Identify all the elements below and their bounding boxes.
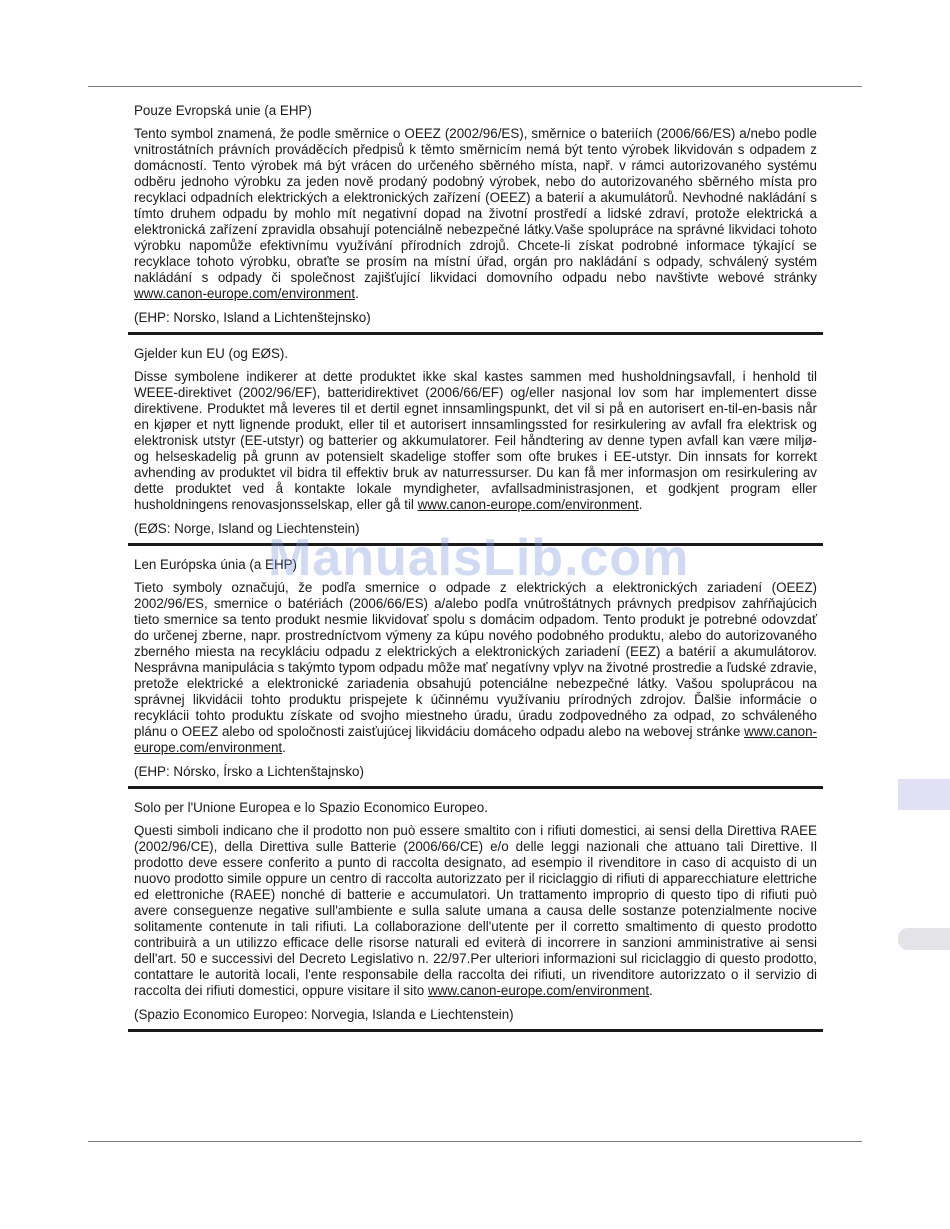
section-heading: Solo per l'Unione Europea e lo Spazio Economico Europeo. [134,800,488,815]
section-body [134,823,817,999]
section-body-end: . [649,983,653,998]
section-divider [128,332,823,335]
section-note: (Spazio Economico Europeo: Norvegia, Islanda e Liechtenstein) [134,1007,514,1022]
environment-link[interactable]: www.canon-europe.com/environment [427,983,650,998]
page-footer-rule [88,1141,862,1142]
section-body [134,580,817,756]
section-body-end: . [638,497,643,512]
section-norwegian [128,345,823,546]
environment-link[interactable]: www.canon-europe.com/environment [417,497,639,512]
section-body-text: Disse symbolene indikerer at dette produktet ikke skal kastes sammen med husholdningsavfall, i henhold til WEEE-direktivet (2002/96/EF), batteridirektivet (2006/66/EF) og/eller nasjonal lov som har implementert disse direktivene. Produktet må leveres til et dertil egnet innsamlingspunkt, det vil si på en autorisert en-til-en-basis når en kjøper et nytt lignende produkt, eller til et autorisert innsamlingssted for resirkulering av avfall fra elektrisk og elektronisk utstyr (EE-utstyr) og batterier og akkumulatorer. Feil håndtering av denne typen avfall kan være miljø- og helseskadelig på grunn av potensielt skadelige stoffer som ofte brukes i EE-utstyr. Din innsats for korrekt avhending av produktet vil bidra til effektiv bruk av naturressurser. Du kan få mer informasjon om resirkulering av dette produktet ved å kontakte lokale myndigheter, avfallsadministrasjonen, et godkjent program eller husholdningens renovasjonsselskap, eller gå til [134,369,817,512]
section-slovak [128,556,823,789]
section-italian [128,799,823,1032]
environment-link[interactable]: www.canon-europe.com/environment [134,286,356,301]
section-body-end: . [355,286,359,301]
page-content [128,100,823,1042]
environment-link[interactable]: www.canon-europe.com/environment [134,724,817,755]
section-divider [128,786,823,789]
section-note: (EHP: Norsko, Island a Lichtenštejnsko) [134,310,371,325]
section-note: (EØS: Norge, Island og Liechtenstein) [134,521,360,536]
watermark: ManualsLib.com [268,529,690,587]
section-heading: Gjelder kun EU (og EØS). [134,346,289,361]
section-heading: Len Európska únia (a EHP) [134,557,298,572]
section-divider [128,1029,823,1032]
section-heading: Pouze Evropská unie (a EHP) [134,103,312,118]
section-body-text: Tento symbol znamená, že podle směrnice o OEEZ (2002/96/ES), směrnice o bateriích (2006/66/ES) a/nebo podle vnitrostátních právních prováděcích předpisů k těmto směrnicím nemá být tento výrobek likvidován s odpadem z domácností. Tento výrobek má být vrácen do určeného sběrného místa, např. v rámci autorizovaného systému odběru jednoho výrobku za jeden nově prodaný podobný výrobek, nebo do autorizovaného sběrného místa pro recyklaci odpadních elektrických a elektronických zařízení (OEEZ) a baterií a akumulátorů. Nevhodné nakládání s tímto druhem odpadu by mohlo mít negativní dopad na životní prostředí a lidské zdraví, protože elektrická a elektronická zařízení zpravidla obsahují potenciálně nebezpečné látky.Vaše spolupráce na správné likvidaci tohoto výrobku napomůže efektivnímu využívání přírodních zdrojů. Chcete-li získat podrobné informace týkající se recyklace tohoto výrobku, obraťte se prosím na místní úřad, orgán pro nakládání s odpady, schválený systém nakládání s odpady či společnost zajišťující likvidaci domovního odpadu nebo navštivte webové stránky [134,126,817,285]
section-body [134,126,817,302]
section-note: (EHP: Nórsko, Írsko a Lichtenštajnsko) [134,764,364,779]
section-czech [128,102,823,335]
section-body-end: . [282,740,286,755]
section-divider [128,543,823,546]
page-edge-tab[interactable] [898,928,950,950]
page-header-rule [88,86,862,87]
section-body [134,369,817,513]
section-body-text: Questi simboli indicano che il prodotto non può essere smaltito con i rifiuti domestici, ai sensi della Direttiva RAEE (2002/96/CE), della Direttiva sulle Batterie (2006/66/CE) e/o delle leggi nazionali che attuano tali Direttive. Il prodotto deve essere conferito a punto di raccolta designato, ad esempio il rivenditore in caso di acquisto di un nuovo prodotto simile oppure un centro di raccolta autorizzato per il riciclaggio di rifiuti di apparecchiature elettriche ed elettroniche (RAEE) nonché di batterie e accumulatori. Un trattamento improprio di questo tipo di rifiuti può avere conseguenze negative sull'ambiente e sulla salute umana a causa delle sostanze potenzialmente nocive solitamente contenute in tali rifiuti. La collaborazione dell'utente per il corretto smaltimento di questo prodotto contribuirà a un utilizzo efficace delle risorse naturali ed eviterà di incorrere in sanzioni amministrative ai sensi dell'art. 50 e successivi del Decreto Legislativo n. 22/97.Per ulteriori informazioni sul riciclaggio di questo prodotto, contattare le autorità locali, l'ente responsabile della raccolta dei rifiuti, un rivenditore autorizzato o il servizio di raccolta dei rifiuti domestici, oppure visitare il sito [134,823,817,998]
section-body-text: Tieto symboly označujú, že podľa smernice o odpade z elektrických a elektronických zariadení (OEEZ) 2002/96/ES, smernice o batériách (2006/66/ES) a/alebo podľa vnútroštátnych právnych predpisov zahŕňajúcich tieto smernice sa tento produkt nesmie likvidovať spolu s domácim odpadom. Tento produkt je potrebné odovzdať do určenej zberne, napr. prostredníctvom výmeny za kúpu nového podobného produktu, alebo do autorizovaného zberného miesta na recykláciu odpadu z elektrických a elektronických zariadení (EEZ) a batérií a akumulátorov. Nesprávna manipulácia s takýmto typom odpadu môže mať negatívny vplyv na životné prostredie a ľudské zdravie, pretože elektrické a elektronické zariadenia obsahujú potenciálne nebezpečné látky. Vašou spoluprácou na správnej likvidácii tohto produktu prispejete k účinnému využívaniu prírodných zdrojov. Ďalšie informácie o recyklácii tohto produktu získate od svojho miestneho úradu, úradu zodpovedného za odpad, zo schváleného plánu o OEEZ alebo od spoločnosti zaisťujúcej likvidáciu domáceho odpadu alebo na webovej stránke [134,580,817,739]
chapter-tab[interactable] [898,779,950,810]
